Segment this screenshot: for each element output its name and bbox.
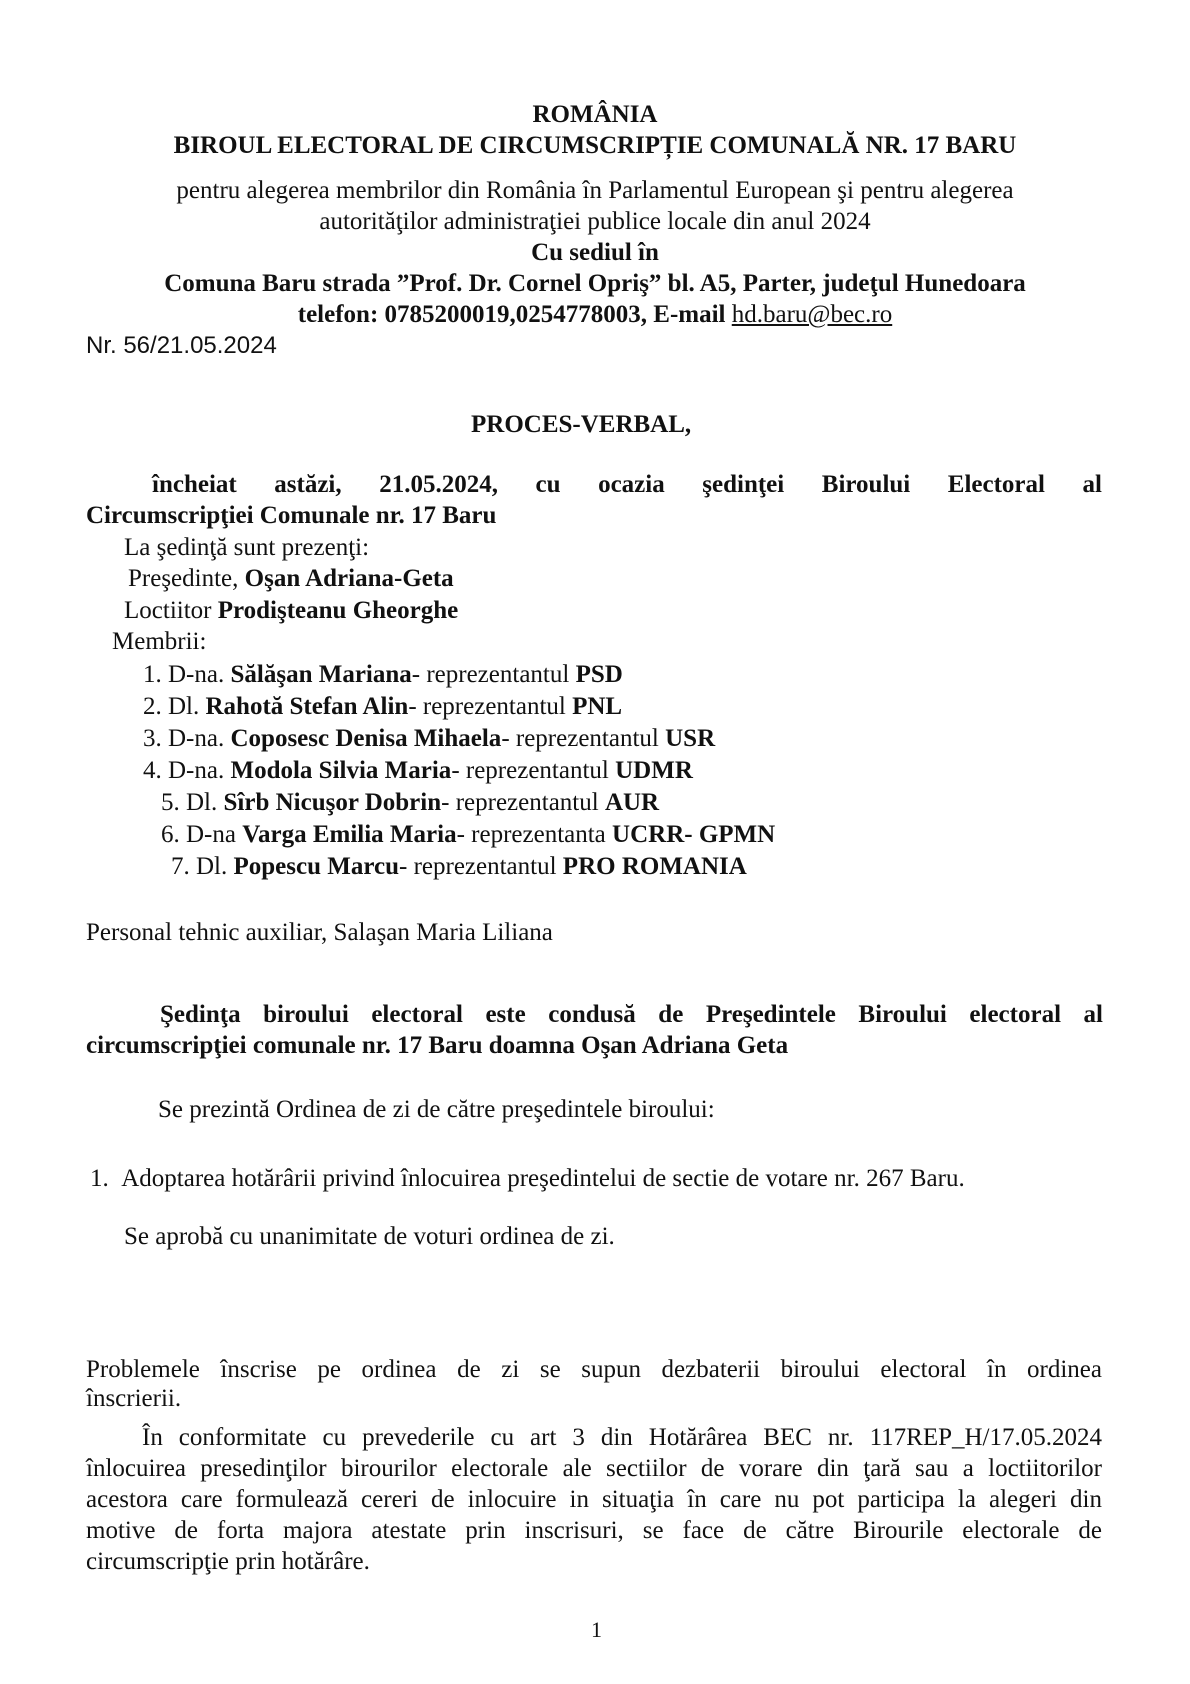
paragraph-2-line-4: motive de forta majora atestate prin inscrisuri, se face de către Birourile electorale de [86,1517,1102,1544]
president-line [128,564,454,594]
paragraph-1-line-2: înscrierii. [86,1385,182,1412]
paragraph-2-line-3: acestora care formulează cereri de inlocuire in situaţia în care nu pot participa la alegeri din [86,1486,1102,1513]
members-label: Membrii: [112,628,207,655]
member-rep: - reprezentantul [411,661,576,688]
member-title: Dl. [168,693,206,720]
member-number: 4. [143,757,162,784]
paragraph-1-line-1: Problemele înscrise pe ordinea de zi se supun dezbaterii biroului electoral în ordinea [86,1356,1102,1383]
staff-line: Personal tehnic auxiliar, Salaşan Maria Liliana [86,919,553,946]
agenda-item-number: 1. [90,1165,109,1192]
member-name: Sîrb Nicuşor Dobrin [223,789,442,816]
member-rep: - reprezentantul [451,757,616,784]
member-name: Modola Silvia Maria [230,757,452,784]
purpose-line-1: pentru alegerea membrilor din România în Parlamentul European şi pentru alegerea [176,177,1014,204]
member-name: Rahotă Stefan Alin [205,693,409,720]
member-party: PSD [575,661,623,688]
deputy-role: Loctiitor [124,597,218,624]
contact-text: telefon: 0785200019,0254778003, E-mail [297,301,732,328]
member-rep: - reprezentantul [408,693,573,720]
paragraph-2-line-5: circumscripţie prin hotărâre. [86,1548,370,1575]
member-item [143,692,622,722]
member-item [171,852,747,882]
member-number: 7. [171,853,190,880]
president-name: Oşan Adriana-Geta [244,565,454,592]
member-party: PRO ROMANIA [562,853,747,880]
deputy-line [124,596,458,626]
member-number: 5. [161,789,180,816]
member-party: AUR [604,789,660,816]
member-name: Popescu Marcu [233,853,399,880]
page-number: 1 [591,1617,602,1642]
member-item [161,820,775,850]
document-title: PROCES-VERBAL, [471,411,692,438]
member-rep: - reprezentantul [399,853,563,880]
document-number: Nr. 56/21.05.2024 [86,332,277,359]
chair-line-2: circumscripţiei comunale nr. 17 Baru doamna Oşan Adriana Geta [86,1032,789,1059]
member-title: Dl. [196,853,234,880]
paragraph-2-line-2: înlocuirea presedinţilor birourilor electorale ale sectiilor de vorare din ţară sau a loctiitorilor [86,1455,1102,1482]
deputy-name: Prodişteanu Gheorghe [217,597,459,624]
member-number: 6. [161,821,180,848]
present-label: La şedinţă sunt prezenţi: [124,534,370,561]
country-heading: ROMÂNIA [532,101,658,128]
chair-line-1: Şedinţa biroului electoral este condusă de Preşedintele Biroului electoral al [160,1001,1103,1028]
member-name: Coposesc Denisa Mihaela [230,725,502,752]
member-number: 2. [143,693,162,720]
member-rep: - reprezentanta [456,821,613,848]
member-party: UCRR- GPMN [612,821,776,848]
member-title: D-na. [168,757,231,784]
member-title: D-na. [168,661,231,688]
member-party: UDMR [615,757,693,784]
member-item [143,724,715,754]
member-number: 3. [143,725,162,752]
member-rep: - reprezentantul [441,789,605,816]
member-name: Varga Emilia Maria [242,821,457,848]
member-rep: - reprezentantul [501,725,666,752]
member-title: D-na [186,821,243,848]
purpose-line-2: autorităţilor administraţiei publice locale din anul 2024 [319,208,871,235]
member-item [143,660,623,690]
intro-line-1: încheiat astăzi, 21.05.2024, cu ocazia şedinţei Biroului Electoral al [152,471,1102,498]
contact-line [0,300,1190,330]
member-party: PNL [572,693,623,720]
member-title: Dl. [186,789,224,816]
agenda-approval: Se aprobă cu unanimitate de voturi ordinea de zi. [124,1223,615,1250]
member-party: USR [665,725,716,752]
agenda-item-text: Adoptarea hotărârii privind înlocuirea preşedintelui de sectie de votare nr. 267 Baru. [121,1165,965,1192]
agenda-item [90,1164,965,1194]
email-link[interactable]: hd.baru@bec.ro [731,301,893,328]
office-heading: BIROUL ELECTORAL DE CIRCUMSCRIPȚIE COMUNALĂ NR. 17 BARU [173,132,1017,159]
seat-label: Cu sediul în [531,239,659,266]
intro-line-2: Circumscripţiei Comunale nr. 17 Baru [86,502,497,529]
member-item [143,756,693,786]
member-number: 1. [143,661,162,688]
paragraph-2-line-1: În conformitate cu prevederile cu art 3 din Hotărârea BEC nr. 117REP_H/17.05.2024 [142,1424,1102,1451]
member-item [161,788,659,818]
agenda-intro: Se prezintă Ordinea de zi de către preşedintele biroului: [158,1096,715,1123]
president-role: Preşedinte, [128,565,245,592]
member-name: Sălăşan Mariana [230,661,412,688]
address-line: Comuna Baru strada ”Prof. Dr. Cornel Opriş” bl. A5, Parter, judeţul Hunedoara [164,270,1026,297]
member-title: D-na. [168,725,231,752]
